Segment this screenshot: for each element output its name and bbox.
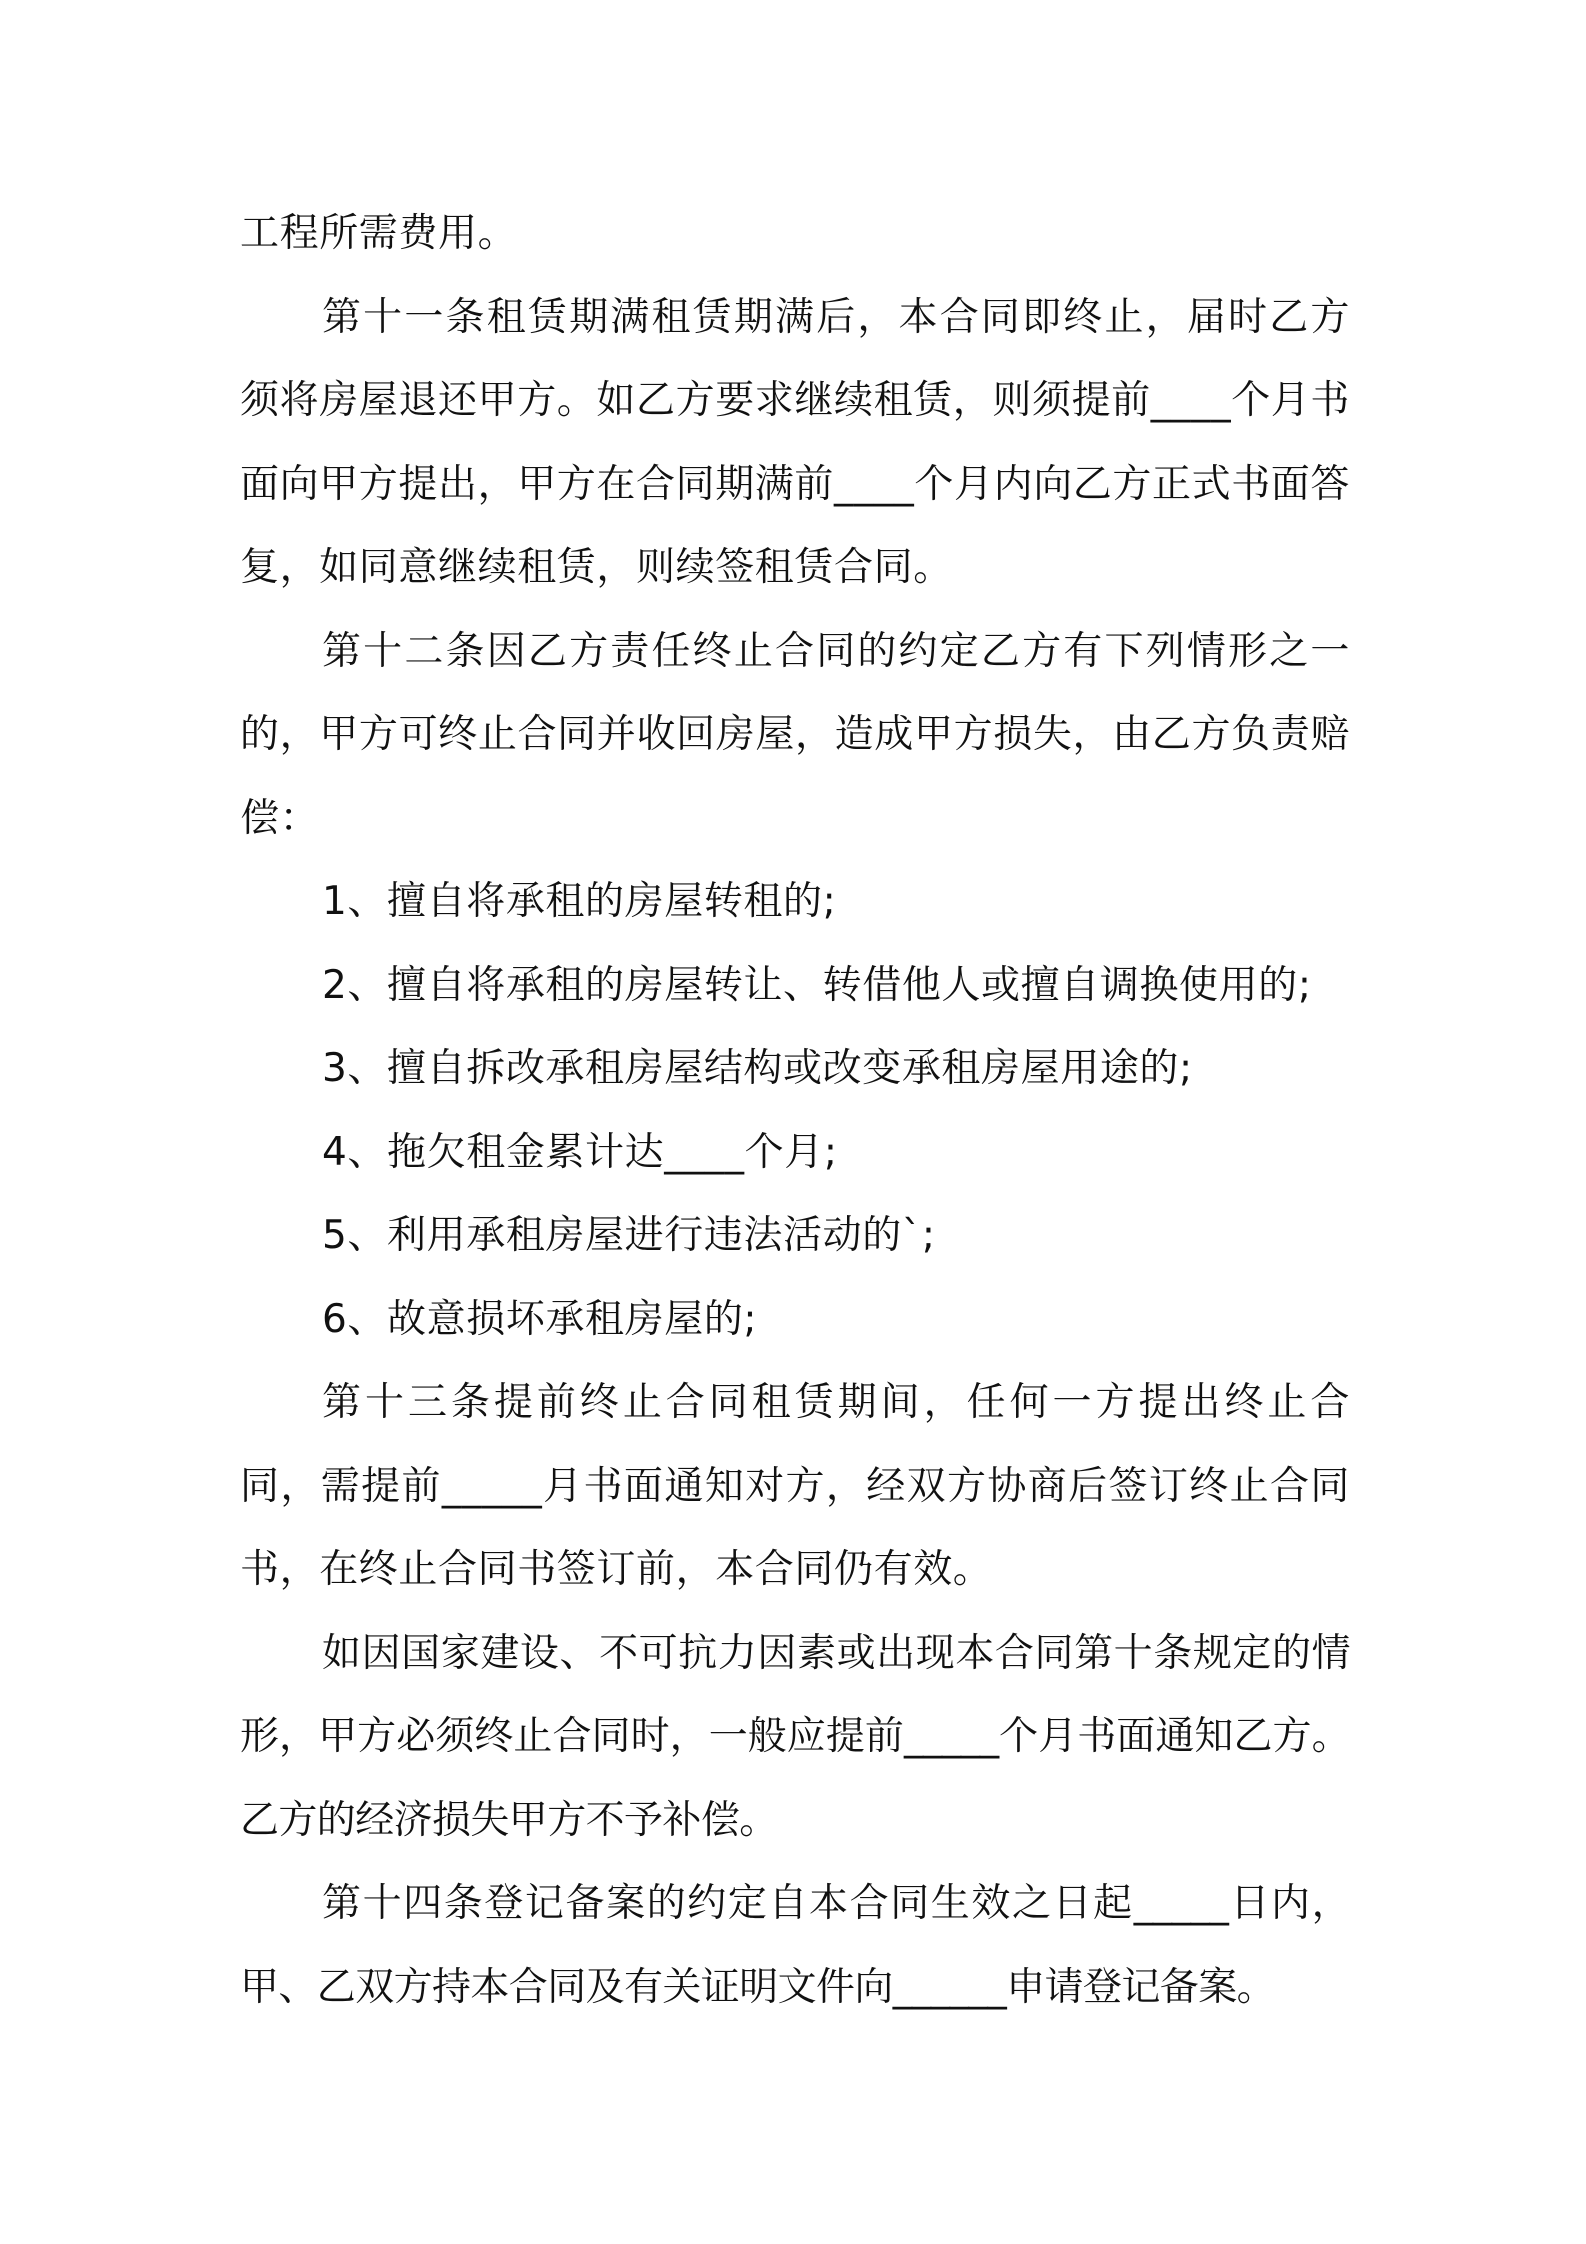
list-item-2: 2、擅自将承租的房屋转让、转借他人或擅自调换使用的; <box>322 962 1312 1008</box>
paragraph-article-14: 第十四条登记备案的约定自本合同生效之日起_____日内，甲、乙双方持本合同及有关证明文件向______申请登记备案。 <box>240 1881 1350 2010</box>
list-item-6: 6、故意损坏承租房屋的; <box>322 1296 758 1342</box>
list-item-4: 4、拖欠租金累计达____个月; <box>322 1129 838 1175</box>
paragraph-article-11: 第十一条租赁期满租赁期满后，本合同即终止，届时乙方须将房屋退还甲方。如乙方要求继续租赁，则须提前____个月书面向甲方提出，甲方在合同期满前____个月内向乙方正式书面答复，如同意继续租赁，则续签租赁合同。 <box>240 294 1351 590</box>
list-item-3: 3、擅自拆改承租房屋结构或改变承租房屋用途的; <box>322 1046 1193 1091</box>
paragraph-continuation: 工程所需费用。 <box>240 211 518 256</box>
list-item-5: 5、利用承租房屋进行违法活动的`; <box>322 1213 936 1258</box>
document-page <box>240 192 1350 2029</box>
paragraph-article-13: 第十三条提前终止合同租赁期间，任何一方提出终止合同，需提前_____月书面通知对方，经双方协商后签订终止合同书，在终止合同书签订前，本合同仍有效。 <box>240 1380 1350 1592</box>
paragraph-article-12: 第十二条因乙方责任终止合同的约定乙方有下列情形之一的，甲方可终止合同并收回房屋，造成甲方损失，由乙方负责赔偿： <box>240 628 1350 841</box>
paragraph-national-construction: 如因国家建设、不可抗力因素或出现本合同第十条规定的情形，甲方必须终止合同时，一般应提前_____个月书面通知乙方。乙方的经济损失甲方不予补偿。 <box>240 1630 1350 1843</box>
list-item-1: 1、擅自将承租的房屋转租的; <box>322 879 837 924</box>
